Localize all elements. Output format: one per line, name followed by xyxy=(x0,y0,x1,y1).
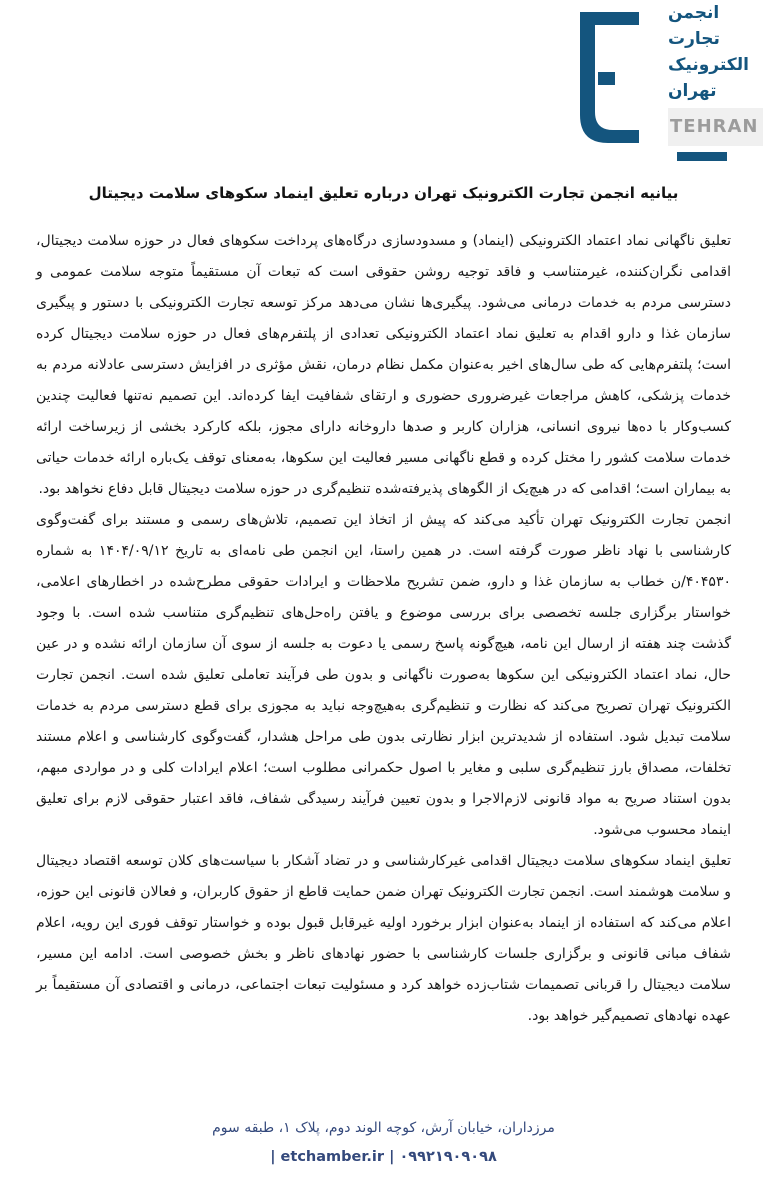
statement-paragraph: انجمن تجارت الکترونیک تهران تأکید می‌کند که پیش از اتخاذ این تصمیم، تلاش‌های رسمی و مستند برای گفت‌وگوی کارشناسی با نهاد ناظر صورت گرفته است. در همین راستا، این انجمن طی نامه‌ای به تاریخ ۱۴۰۴/۰۹/۱۲ به شماره ۴۰۴۵۳۰/ن خطاب به سازمان غذا و دارو، ضمن تشریح ملاحظات و ایرادات حقوقی مطرح‌شده در اخطارهای اعلامی، خواستار برگزاری جلسه تخصصی برای بررسی موضوع و یافتن راه‌حل‌های تنظیم‌گری متناسب شده است. با وجود گذشت چند هفته از ارسال این نامه، هیچ‌گونه پاسخ رسمی یا دعوت به جلسه از سوی آن سازمان ارائه نشده و در عین حال، نماد اعتماد الکترونیکی این سکوها به‌صورت ناگهانی و بدون طی فرآیند تعاملی تعلیق شده است. انجمن تجارت الکترونیک تهران تصریح می‌کند که نظارت و تنظیم‌گری به‌هیچ‌وجه نباید به مجوزی برای قطع دسترسی مردم به خدمات سلامت تبدیل شود. استفاده از شدیدترین ابزار نظارتی بدون طی مراحل هشدار، گفت‌وگوی کارشناسی و اعلام مستند تخلفات، مصداق بارز تنظیم‌گری سلبی و مغایر با اصول حکمرانی مطلوب است؛ اعلام ایرادات کلی و در مواردی مبهم، بدون استناد صریح به مواد قانونی لازم‌الاجرا و بدون تعیین فرآیند رسیدگی شفاف، فاقد اعتبار حقوقی لازم برای تعلیق اینماد محسوب می‌شود. xyxy=(36,512,731,838)
document-footer xyxy=(0,1114,767,1172)
statement-title: بیانیه انجمن تجارت الکترونیک تهران درباره تعلیق اینماد سکوهای سلامت دیجیتال xyxy=(88,184,679,202)
logo-e-icon xyxy=(580,12,639,143)
logo-latin-name: TEHRAN xyxy=(668,108,763,146)
logo-org-name-line: انجمن xyxy=(668,3,720,23)
association-logo xyxy=(668,0,763,137)
footer-contact: | etchamber.ir | ۰۹۹۲۱۹۰۹۰۹۸ xyxy=(270,1149,497,1165)
statement-body xyxy=(36,226,731,1032)
logo-org-name-line: الکترونیک xyxy=(668,55,749,75)
statement-paragraph: تعلیق ناگهانی نماد اعتماد الکترونیکی (اینماد) و مسدودسازی درگاه‌های پرداخت سکوهای فعال در حوزه سلامت دیجیتال، اقدامی نگران‌کننده، غیرمتناسب و فاقد توجیه روشن حقوقی است که تبعات آن مستقیماً متوجه سلامت عمومی و دسترسی مردم به خدمات درمانی می‌شود. پیگیری‌ها نشان می‌دهد مرکز توسعه تجارت الکترونیکی با دستور و پیگیری سازمان غذا و دارو اقدام به تعلیق نماد اعتماد الکترونیکی تعدادی از پلتفرم‌های فعال در حوزه سلامت دیجیتال کرده است؛ پلتفرم‌هایی که طی سال‌های اخیر به‌عنوان مکمل نظام درمان، نقش مؤثری در افزایش دسترسی عادلانه مردم به خدمات پزشکی، کاهش مراجعات غیرضروری حضوری و ارتقای شفافیت ایفا کرده‌اند. این تصمیم نه‌تنها فعالیت چندین کسب‌وکار با ده‌ها نیروی انسانی، هزاران کاربر و صدها داروخانه دارای مجوز، بلکه کارکرد بخشی از زیرساخت ارائه خدمات سلامت کشور را مختل کرده و قطع ناگهانی مسیر فعالیت این سکوها، به‌معنای توقف یک‌باره ارائه خدمات حیاتی به بیماران است؛ اقدامی که در هیچ‌یک از الگوهای پذیرفته‌شده تنظیم‌گری در حوزه سلامت دیجیتال قابل دفاع نخواهد بود. xyxy=(36,233,731,497)
footer-address: مرزداران، خیابان آرش، کوچه الوند دوم، پلاک ۱، طبقه سوم xyxy=(212,1120,555,1136)
logo-org-name-line: تجارت xyxy=(668,29,720,49)
statement-paragraph: تعلیق اینماد سکوهای سلامت دیجیتال اقدامی غیرکارشناسی و در تضاد آشکار با سیاست‌های کلان توسعه اقتصاد دیجیتال و سلامت هوشمند است. انجمن تجارت الکترونیک تهران ضمن حمایت قاطع از حقوق کاربران، و فعالان قانونی این حوزه، اعلام می‌کند که استفاده از اینماد به‌عنوان ابزار برخورد اولیه غیرقابل قبول بوده و خواستار توقف فوری این رویه، اعلام شفاف مبانی قانونی و برگزاری جلسات کارشناسی با حضور نهادهای ناظر و بخش خصوصی است. ادامه این مسیر، سلامت دیجیتال را قربانی تصمیمات شتاب‌زده خواهد کرد و مسئولیت تبعات اجتماعی، درمانی و اقتصادی آن مستقیماً بر عهده نهادهای تصمیم‌گیر خواهد بود. xyxy=(36,853,731,1024)
logo-org-name-line: تهران xyxy=(668,81,717,101)
logo-underline-bar xyxy=(677,152,727,161)
